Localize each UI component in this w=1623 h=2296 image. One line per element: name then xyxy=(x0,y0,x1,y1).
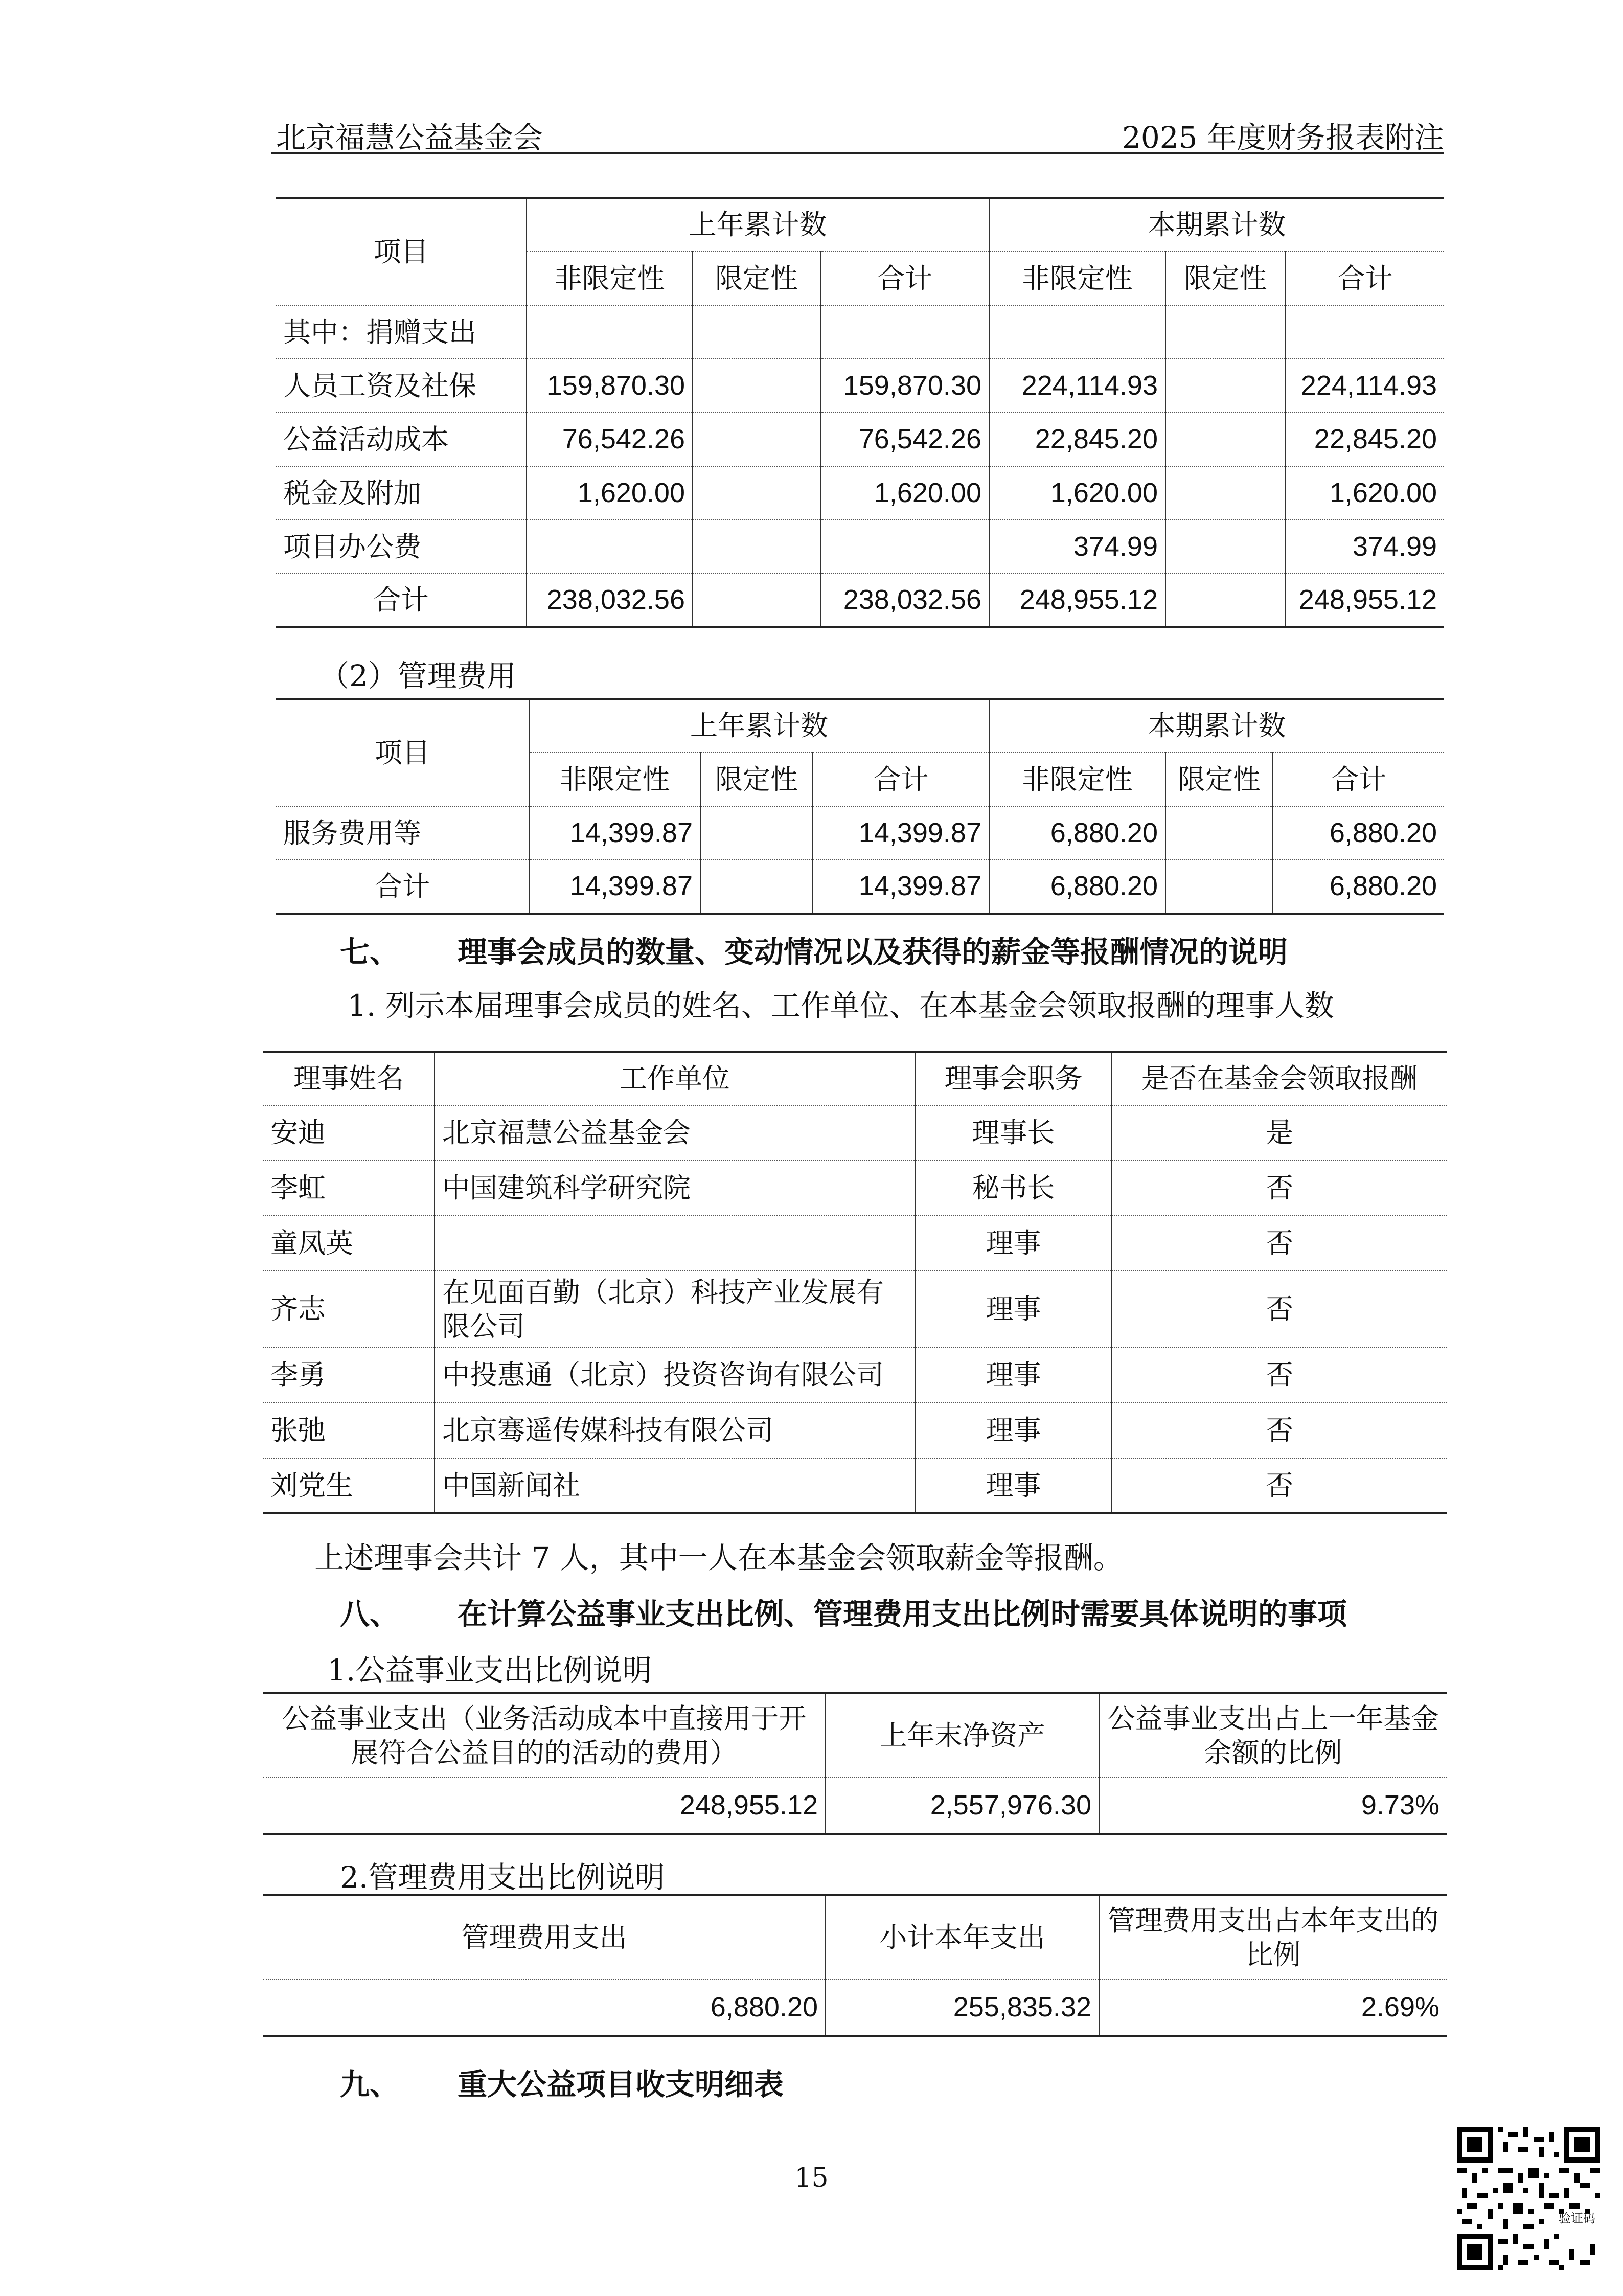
cell: 76,542.26 xyxy=(527,413,693,466)
board-summary: 上述理事会共计 7 人，其中一人在本基金会领取薪金等报酬。 xyxy=(314,1540,1123,1575)
cell: 14,399.87 xyxy=(529,806,700,860)
member-unit xyxy=(435,1216,915,1271)
member-unit: 中国新闻社 xyxy=(435,1458,915,1513)
cell xyxy=(693,305,820,359)
table2-subheader: 限定性 xyxy=(700,753,813,806)
cell xyxy=(1165,806,1273,860)
cell: 1,620.00 xyxy=(527,466,693,520)
member-unit: 中投惠通（北京）投资咨询有限公司 xyxy=(435,1348,915,1403)
section8-sub1: 1.公益事业支出比例说明 xyxy=(327,1653,652,1688)
table-row xyxy=(263,1348,1447,1403)
member-role: 理事 xyxy=(915,1403,1112,1458)
cell: 76,542.26 xyxy=(820,413,989,466)
cell xyxy=(1165,860,1273,914)
table-public-welfare-ratio xyxy=(263,1692,1447,1835)
cell: 224,114.93 xyxy=(1286,359,1444,413)
cell: 14,399.87 xyxy=(813,806,989,860)
section9-number: 九、 xyxy=(340,2067,400,2102)
table-row xyxy=(263,1778,1447,1834)
table1-subheader: 非限定性 xyxy=(527,252,693,305)
table1-subheader: 非限定性 xyxy=(989,252,1165,305)
table2-item-header: 项目 xyxy=(276,699,529,806)
section8-number: 八、 xyxy=(340,1597,400,1631)
table-row xyxy=(263,1105,1447,1161)
member-paid: 是 xyxy=(1112,1105,1447,1161)
cell: 238,032.56 xyxy=(820,574,989,627)
member-name: 李虹 xyxy=(263,1161,435,1216)
table4-header-net-assets: 上年末净资产 xyxy=(826,1693,1099,1778)
row-label: 税金及附加 xyxy=(276,466,527,520)
cell: 2,557,976.30 xyxy=(826,1778,1099,1834)
cell: 6,880.20 xyxy=(989,806,1165,860)
row-label: 项目办公费 xyxy=(276,520,527,574)
cell xyxy=(527,305,693,359)
member-paid: 否 xyxy=(1112,1161,1447,1216)
cell: 238,032.56 xyxy=(527,574,693,627)
member-unit: 北京福慧公益基金会 xyxy=(435,1105,915,1161)
cell: 6,880.20 xyxy=(1329,871,1437,902)
cell: 248,955.12 xyxy=(989,574,1165,627)
cell xyxy=(700,860,813,914)
table-row xyxy=(263,1980,1447,2036)
table5-header-ratio: 管理费用支出占本年支出的比例 xyxy=(1099,1895,1447,1980)
cell: 2.69% xyxy=(1361,1991,1439,2022)
member-name: 张弛 xyxy=(263,1403,435,1458)
table1-item-header: 项目 xyxy=(276,198,527,305)
table1-subheader: 合计 xyxy=(820,252,989,305)
section8-title: 在计算公益事业支出比例、管理费用支出比例时需要具体说明的事项 xyxy=(458,1597,1347,1631)
qr-code-icon xyxy=(1457,2127,1600,2270)
cell: 22,845.20 xyxy=(989,413,1165,466)
row-label: 其中：捐赠支出 xyxy=(276,305,527,359)
section9-title: 重大公益项目收支明细表 xyxy=(458,2067,784,2102)
cell: 9.73% xyxy=(1361,1789,1439,1821)
table2-subheader: 合计 xyxy=(1273,753,1444,806)
member-role: 理事 xyxy=(915,1271,1112,1348)
cell: 159,870.30 xyxy=(820,359,989,413)
table5-header-mgmt: 管理费用支出 xyxy=(263,1895,826,1980)
cell: 14,399.87 xyxy=(813,860,989,914)
cell: 1,620.00 xyxy=(989,466,1165,520)
cell: 248,955.12 xyxy=(1298,584,1437,616)
cell: 14,399.87 xyxy=(529,860,700,914)
member-role: 秘书长 xyxy=(915,1161,1112,1216)
table-row xyxy=(263,1403,1447,1458)
member-name: 童凤英 xyxy=(263,1216,435,1271)
page-number: 15 xyxy=(794,2163,829,2193)
table-row xyxy=(276,574,1444,627)
table2-subheader: 限定性 xyxy=(1165,753,1273,806)
table3-header-unit: 工作单位 xyxy=(435,1052,915,1105)
cell: 374.99 xyxy=(989,520,1165,574)
cell xyxy=(820,520,989,574)
cell xyxy=(1165,466,1286,520)
cell: 1,620.00 xyxy=(820,466,989,520)
member-unit: 中国建筑科学研究院 xyxy=(435,1161,915,1216)
header-doc-title: 2025 年度财务报表附注 xyxy=(1122,120,1444,155)
table1-subheader: 限定性 xyxy=(693,252,820,305)
row-label: 公益活动成本 xyxy=(276,413,527,466)
section8-sub2: 2.管理费用支出比例说明 xyxy=(340,1860,665,1895)
table1-subheader: 限定性 xyxy=(1165,252,1286,305)
header-rule xyxy=(271,152,1444,154)
row-label: 合计 xyxy=(276,574,527,627)
table-expense-detail xyxy=(276,197,1444,628)
table4-header-expense: 公益事业支出（业务活动成本中直接用于开展符合公益目的的活动的费用） xyxy=(263,1693,826,1778)
section7-subtitle: 1. 列示本届理事会成员的姓名、工作单位、在本基金会领取报酬的理事人数 xyxy=(348,988,1334,1023)
cell xyxy=(1165,413,1286,466)
table-row xyxy=(263,1458,1447,1513)
row-label: 合计 xyxy=(276,860,529,914)
table3-header-name: 理事姓名 xyxy=(263,1052,435,1105)
cell: 374.99 xyxy=(1286,520,1444,574)
table1-group-prev: 上年累计数 xyxy=(527,198,989,252)
cell xyxy=(527,520,693,574)
member-paid: 否 xyxy=(1112,1271,1447,1348)
section7-number: 七、 xyxy=(340,935,400,969)
member-role: 理事 xyxy=(915,1458,1112,1513)
cell: 248,955.12 xyxy=(263,1778,826,1834)
member-role: 理事 xyxy=(915,1348,1112,1403)
cell xyxy=(693,574,820,627)
table4-header-ratio: 公益事业支出占上一年基金余额的比例 xyxy=(1099,1693,1447,1778)
cell xyxy=(693,413,820,466)
table-row xyxy=(263,1216,1447,1271)
table2-group-curr: 本期累计数 xyxy=(989,699,1444,753)
table-row xyxy=(276,860,1444,914)
table-row xyxy=(276,520,1444,574)
cell xyxy=(1286,305,1444,359)
table-row xyxy=(276,305,1444,359)
cell: 159,870.30 xyxy=(527,359,693,413)
cell: 22,845.20 xyxy=(1286,413,1444,466)
cell xyxy=(820,305,989,359)
table5-header-total: 小计本年支出 xyxy=(826,1895,1099,1980)
table2-subheader: 非限定性 xyxy=(529,753,700,806)
table-row xyxy=(263,1271,1447,1348)
table3-header-paid: 是否在基金会领取报酬 xyxy=(1112,1052,1447,1105)
table2-subheader: 非限定性 xyxy=(989,753,1165,806)
table-mgmt-ratio xyxy=(263,1894,1447,2037)
row-label: 人员工资及社保 xyxy=(276,359,527,413)
member-name: 安迪 xyxy=(263,1105,435,1161)
member-role: 理事 xyxy=(915,1216,1112,1271)
cell xyxy=(693,359,820,413)
cell: 6,880.20 xyxy=(263,1980,826,2036)
member-unit: 在见面百勤（北京）科技产业发展有限公司 xyxy=(435,1271,915,1348)
row-label: 服务费用等 xyxy=(276,806,529,860)
table-row xyxy=(276,806,1444,860)
table2-group-prev: 上年累计数 xyxy=(529,699,989,753)
qr-label: 验证码 xyxy=(1554,2214,1600,2234)
table-row xyxy=(263,1161,1447,1216)
table-row xyxy=(276,359,1444,413)
cell xyxy=(700,806,813,860)
table-mgmt-expense xyxy=(276,698,1444,915)
member-paid: 否 xyxy=(1112,1348,1447,1403)
header-org: 北京福慧公益基金会 xyxy=(276,120,543,155)
cell xyxy=(1165,520,1286,574)
member-paid: 否 xyxy=(1112,1216,1447,1271)
cell: 1,620.00 xyxy=(1286,466,1444,520)
table3-header-role: 理事会职务 xyxy=(915,1052,1112,1105)
member-name: 刘党生 xyxy=(263,1458,435,1513)
cell: 6,880.20 xyxy=(1273,806,1444,860)
cell: 224,114.93 xyxy=(989,359,1165,413)
member-unit: 北京骞遥传媒科技有限公司 xyxy=(435,1403,915,1458)
table1-group-curr: 本期累计数 xyxy=(989,198,1444,252)
member-paid: 否 xyxy=(1112,1403,1447,1458)
cell xyxy=(1165,359,1286,413)
cell xyxy=(1165,305,1286,359)
member-role: 理事长 xyxy=(915,1105,1112,1161)
cell xyxy=(989,305,1165,359)
member-name: 李勇 xyxy=(263,1348,435,1403)
table1-subheader: 合计 xyxy=(1286,252,1444,305)
table-row xyxy=(276,413,1444,466)
section7-title: 理事会成员的数量、变动情况以及获得的薪金等报酬情况的说明 xyxy=(458,935,1288,969)
cell: 255,835.32 xyxy=(826,1980,1099,2036)
cell: 6,880.20 xyxy=(989,860,1165,914)
cell xyxy=(693,466,820,520)
member-paid: 否 xyxy=(1266,1469,1293,1502)
table-row xyxy=(276,466,1444,520)
cell xyxy=(1165,574,1286,627)
member-name: 齐志 xyxy=(263,1271,435,1348)
table2-subheader: 合计 xyxy=(813,753,989,806)
section-mgmt-title: （2）管理费用 xyxy=(319,658,516,693)
cell xyxy=(693,520,820,574)
table-board-members xyxy=(263,1051,1447,1514)
